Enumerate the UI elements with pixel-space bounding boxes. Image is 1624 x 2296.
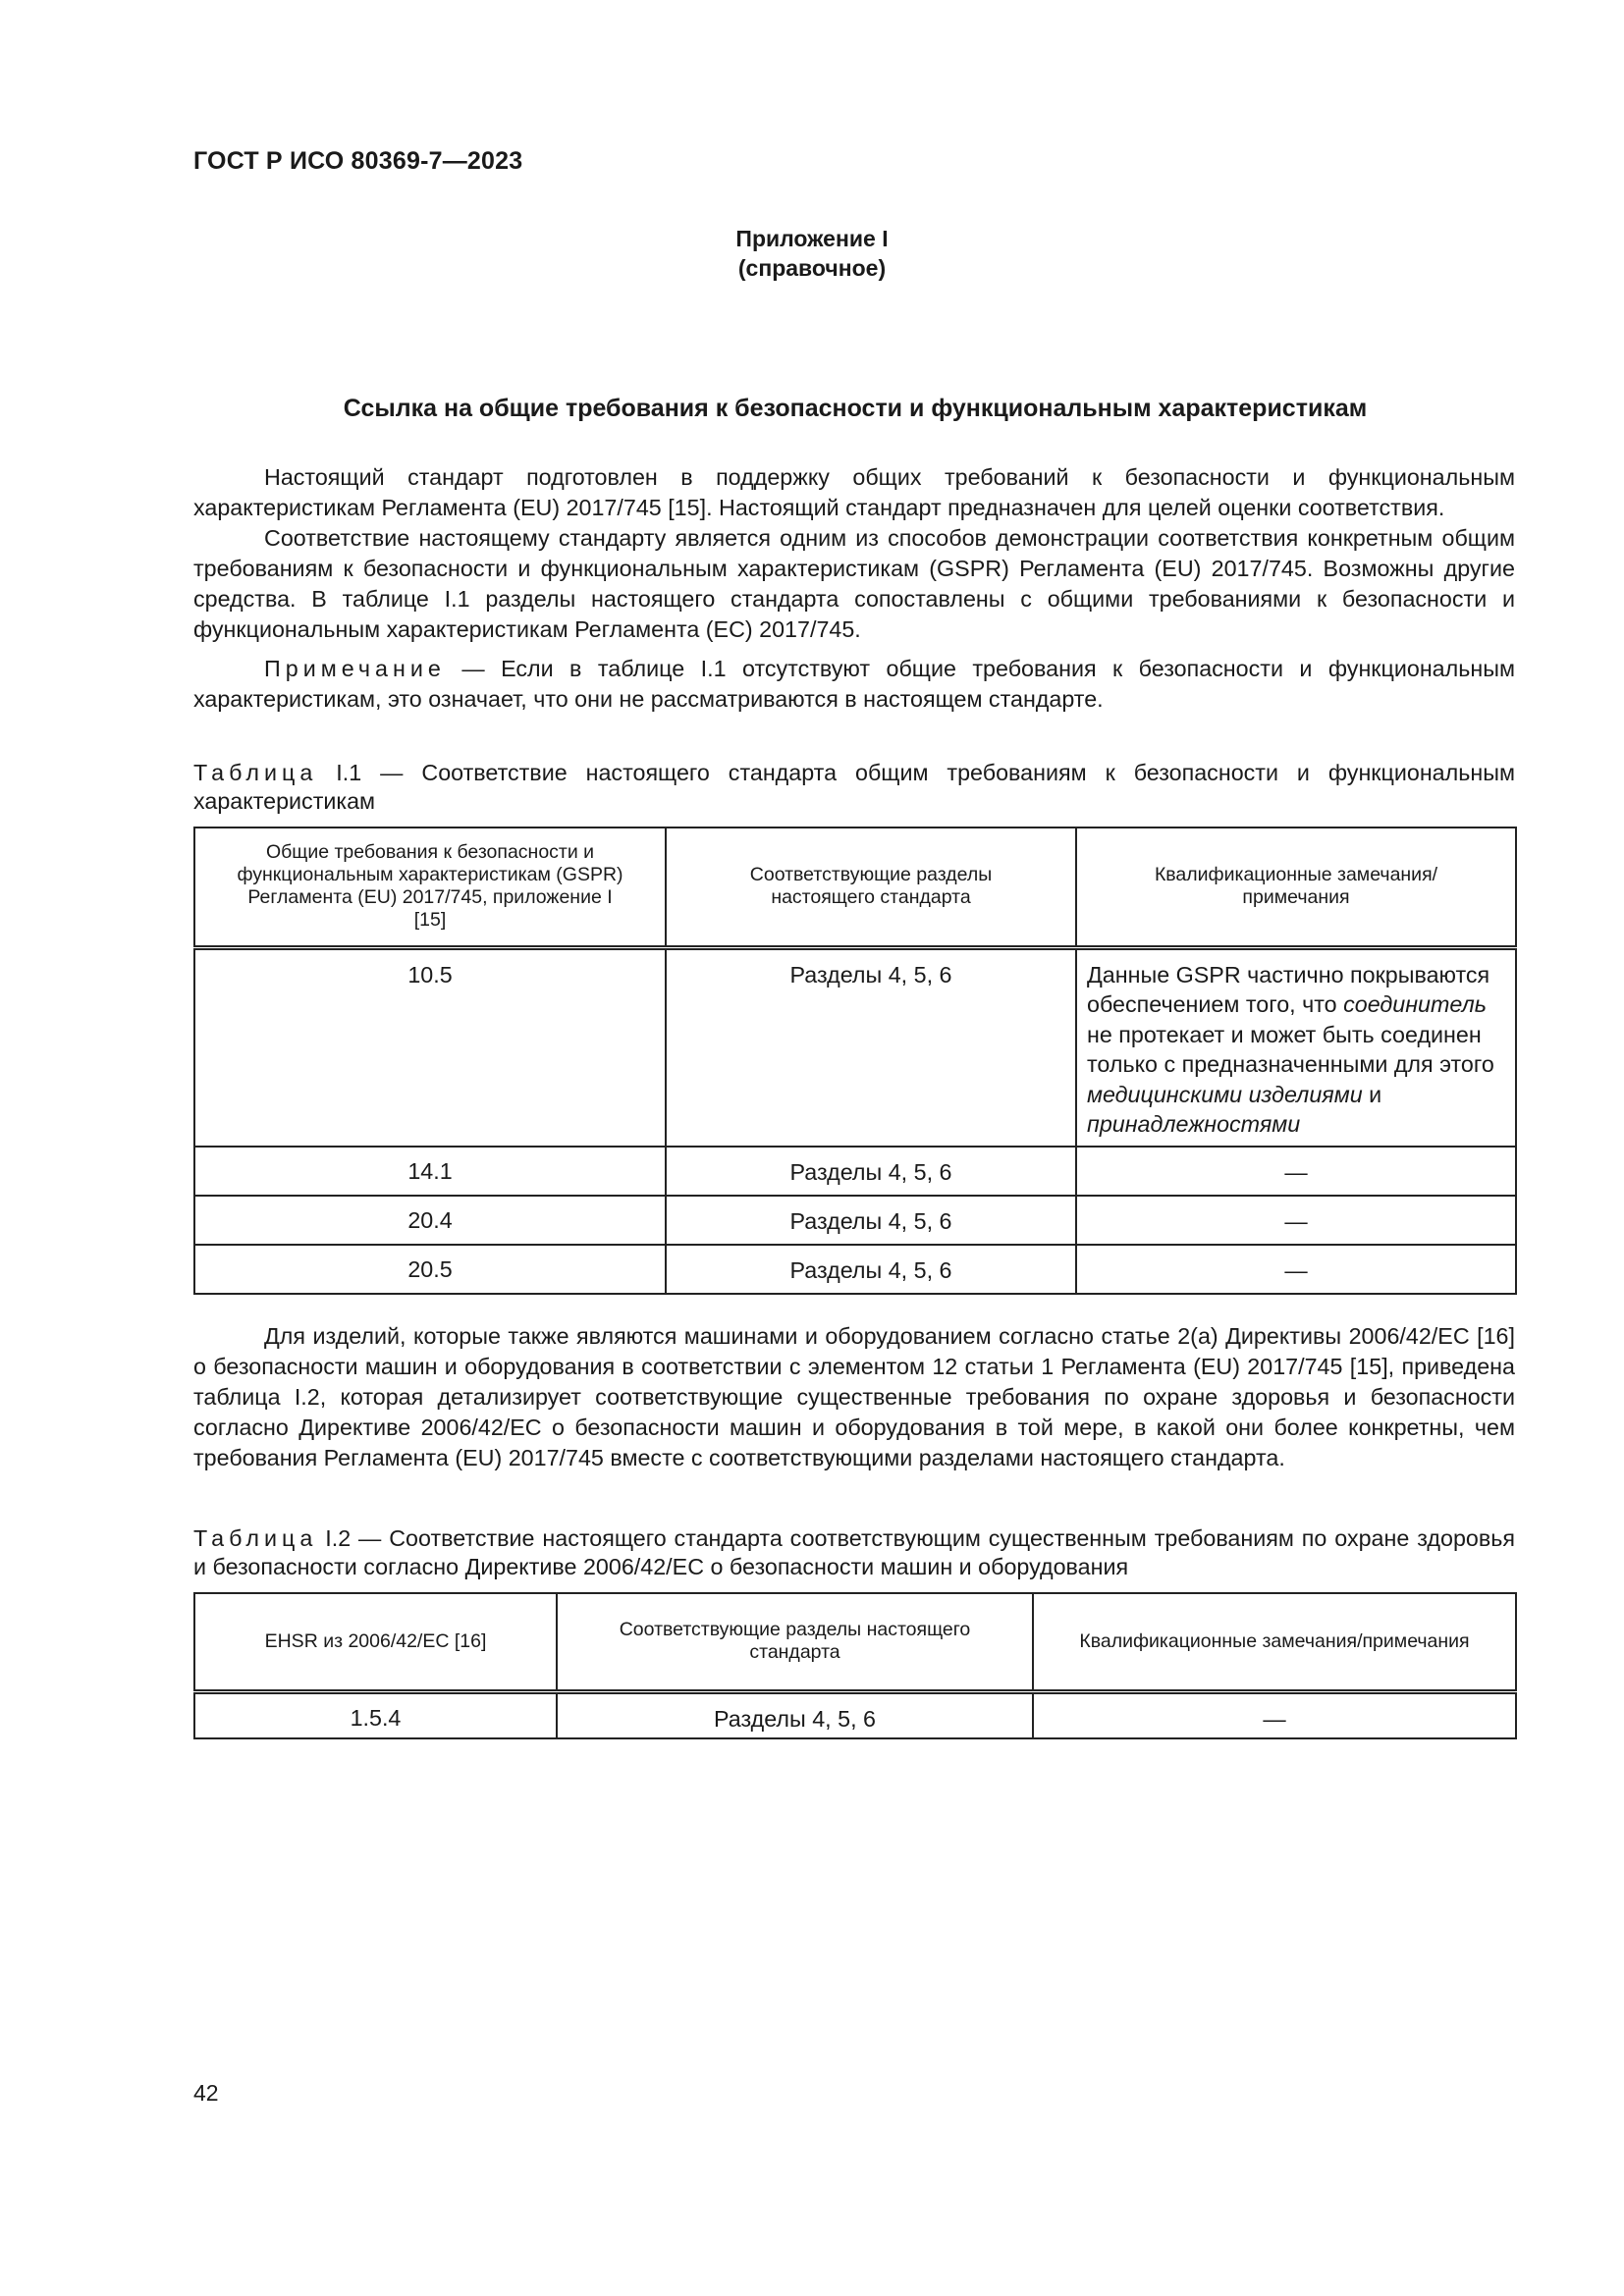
note-text-part: и <box>1362 1081 1382 1107</box>
standard-id: ГОСТ Р ИСО 80369-7—2023 <box>193 147 523 175</box>
table2-caption <box>193 1524 1515 1581</box>
intro-section <box>193 462 1515 715</box>
note-text-part: не протекает и может быть соединен только с предназначенными для этого <box>1087 1021 1494 1077</box>
note-text: — Если в таблице I.1 отсутствуют общие требования к безопасности и функциональным характеристикам, это означает, что они не рассматриваются в настоящем стандарте. <box>193 656 1515 712</box>
table1-caption <box>193 759 1515 816</box>
table2-header-ehsr: EHSR из 2006/42/EC [16] <box>194 1593 557 1691</box>
note-term: принадлежностями <box>1087 1111 1301 1137</box>
page-number: 42 <box>193 2080 219 2106</box>
table1-cell-sections: Разделы 4, 5, 6 <box>666 1196 1076 1245</box>
note-term: соединитель <box>1343 991 1487 1017</box>
table-row <box>194 1691 1516 1738</box>
table2-header-row <box>194 1593 1516 1691</box>
intro-paragraph-1: Настоящий стандарт подготовлен в поддержку общих требований к безопасности и функциональным характеристикам Регламента (EU) 2017/745 [15]. Настоящий стандарт предназначен для целей оценки соответствия. <box>193 464 1515 520</box>
table1-header-sections: Соответствующие разделы настоящего стандарта <box>666 828 1076 947</box>
table1-cell-note <box>1076 947 1516 1147</box>
note-label: Примечание <box>264 656 446 681</box>
annex-heading <box>0 224 1624 283</box>
table-row <box>194 1196 1516 1245</box>
table2-header-sections: Соответствующие разделы настоящего стандарта <box>557 1593 1033 1691</box>
table-row <box>194 1147 1516 1196</box>
table1-cell-sections: Разделы 4, 5, 6 <box>666 947 1076 1147</box>
table1-cell-req: 10.5 <box>194 947 666 1147</box>
table2-label: Таблица <box>193 1525 318 1551</box>
table1-label: Таблица <box>193 760 318 785</box>
table1-cell-note: — <box>1076 1245 1516 1294</box>
table2-caption-text: I.2 — Соответствие настоящего стандарта соответствующим существенным требованиям по охране здоровья и безопасности согласно Директиве 2006/42/EC о безопасности машин и оборудования <box>193 1525 1515 1579</box>
intro-note <box>193 654 1515 715</box>
intro-paragraph-2: Соответствие настоящему стандарту является одним из способов демонстрации соответствия конкретным общим требованиям к безопасности и функциональным характеристикам (GSPR) Регламента (EU) 2017/745. Возможны другие средства. В таблице I.1 разделы настоящего стандарта сопоставлены с общими требованиями к безопасности и функциональным характеристикам Регламента (EC) 2017/745. <box>193 525 1515 642</box>
note-term: медицинскими изделиями <box>1087 1081 1363 1107</box>
table2-cell-ehsr: 1.5.4 <box>194 1691 557 1738</box>
table-row <box>194 1245 1516 1294</box>
table1-cell-sections: Разделы 4, 5, 6 <box>666 1245 1076 1294</box>
table1-cell-note: — <box>1076 1196 1516 1245</box>
table1-header-notes: Квалификационные замечания/ примечания <box>1076 828 1516 947</box>
annex-label: Приложение I <box>735 226 889 251</box>
table1-cell-req: 14.1 <box>194 1147 666 1196</box>
table-2 <box>193 1592 1517 1739</box>
annex-type: (справочное) <box>737 255 887 281</box>
table1-cell-req: 20.5 <box>194 1245 666 1294</box>
annex-title: Ссылка на общие требования к безопасности и функциональным характеристикам <box>343 395 1368 422</box>
middle-section <box>193 1321 1515 1473</box>
middle-paragraph: Для изделий, которые также являются машинами и оборудованием согласно статье 2(a) Директивы 2006/42/EC [16] о безопасности машин и оборудования в соответствии с элементом 12 статьи 1 Регламента (EU) 2017/745 [15], приведена таблица I.2, которая детализирует соответствующие существенные требования по охране здоровья и безопасности согласно Директиве 2006/42/EC о безопасности машин и оборудования в той мере, в какой они более конкретны, чем требования Регламента (EU) 2017/745 вместе с соответствующими разделами настоящего стандарта. <box>193 1323 1515 1470</box>
note-text-part: Данные GSPR частично покрываются обеспечением того, что <box>1087 961 1490 1017</box>
table2-cell-sections: Разделы 4, 5, 6 <box>557 1691 1033 1738</box>
table1-cell-sections: Разделы 4, 5, 6 <box>666 1147 1076 1196</box>
table1-cell-note: — <box>1076 1147 1516 1196</box>
table1-header-gspr: Общие требования к безопасности и функциональным характеристикам (GSPR) Регламента (EU) 2017/745, приложение I [15] <box>194 828 666 947</box>
table2-cell-note: — <box>1033 1691 1516 1738</box>
table1-header-row <box>194 828 1516 947</box>
table-1 <box>193 827 1517 1295</box>
table1-cell-req: 20.4 <box>194 1196 666 1245</box>
table-row <box>194 947 1516 1147</box>
table1-caption-text: I.1 — Соответствие настоящего стандарта общим требованиям к безопасности и функциональным характеристикам <box>193 760 1515 814</box>
table2-header-notes: Квалификационные замечания/примечания <box>1033 1593 1516 1691</box>
